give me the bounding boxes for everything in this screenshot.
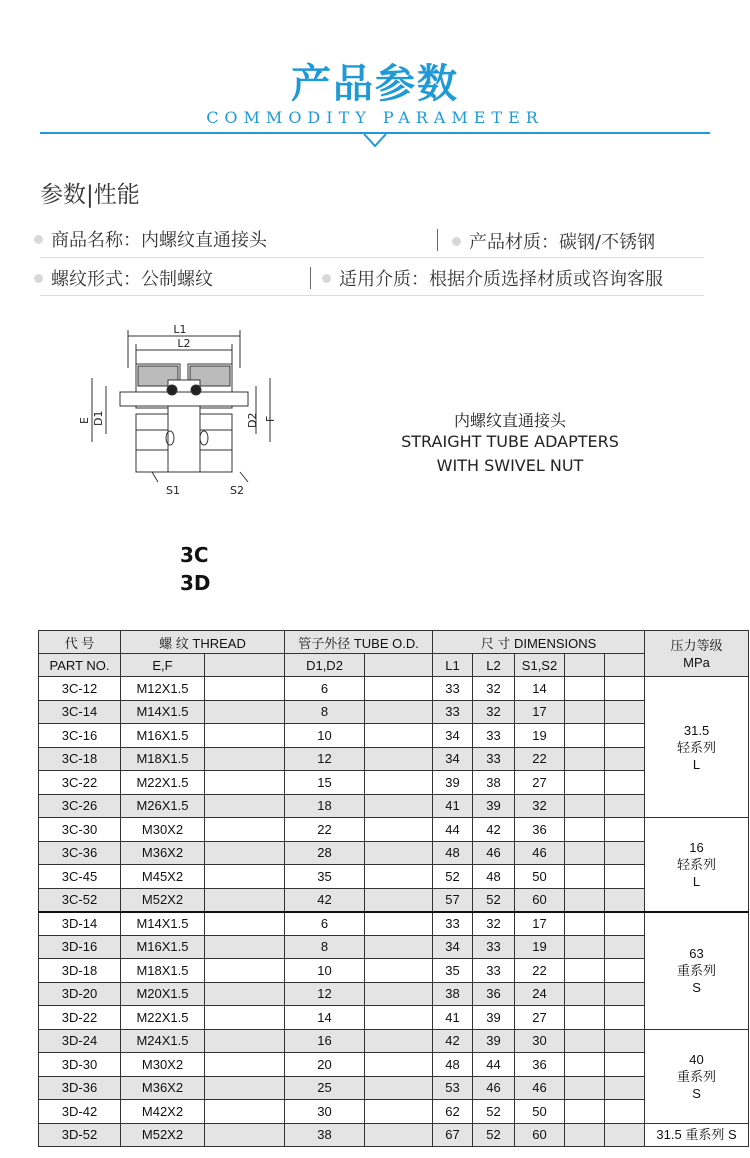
thread-cell: M22X1.5 — [121, 1006, 205, 1030]
l2-cell: 48 — [473, 865, 515, 889]
blank-cell — [605, 818, 645, 842]
pressure-class-cell — [645, 818, 749, 912]
s-cell: 24 — [515, 982, 565, 1006]
blank-cell — [605, 1053, 645, 1077]
blank-cell — [205, 1076, 285, 1100]
l1-cell: 53 — [433, 1076, 473, 1100]
blank-cell — [565, 888, 605, 912]
blank-cell — [565, 982, 605, 1006]
part-number-cell: 3C-45 — [39, 865, 121, 889]
l2-cell: 39 — [473, 1006, 515, 1030]
l2-cell: 39 — [473, 794, 515, 818]
spec-table — [38, 630, 749, 1147]
blank-cell — [605, 1006, 645, 1030]
s-cell: 30 — [515, 1029, 565, 1053]
pressure-value: 31.5 — [683, 722, 710, 738]
l2-cell: 44 — [473, 1053, 515, 1077]
blank-cell — [365, 841, 433, 865]
blank-cell — [565, 771, 605, 795]
part-number-cell: 3C-16 — [39, 724, 121, 748]
l2-cell: 33 — [473, 747, 515, 771]
s-cell: 14 — [515, 677, 565, 701]
blank-cell — [205, 865, 285, 889]
section-title: 参数|性能 — [40, 182, 140, 208]
part-number-cell: 3D-24 — [39, 1029, 121, 1053]
blank-cell — [605, 1100, 645, 1124]
pressure-series: 重系列 — [677, 963, 717, 978]
product-name — [34, 226, 267, 252]
table-row — [39, 1006, 749, 1030]
header-code: 代 号 — [39, 631, 121, 654]
s-cell: 36 — [515, 1053, 565, 1077]
tube-od-cell: 42 — [285, 888, 365, 912]
thread-cell: M18X1.5 — [121, 959, 205, 983]
thread-type — [34, 265, 213, 291]
part-number-cell: 3D-18 — [39, 959, 121, 983]
bullet-icon — [322, 274, 331, 283]
part-number-cell: 3C-36 — [39, 841, 121, 865]
dim-label-l2: L2 — [177, 337, 191, 350]
thread-cell: M26X1.5 — [121, 794, 205, 818]
table-row — [39, 1100, 749, 1124]
tube-od-cell: 14 — [285, 1006, 365, 1030]
blank-cell — [205, 935, 285, 959]
thread-cell: M20X1.5 — [121, 982, 205, 1006]
table-row — [39, 1053, 749, 1077]
blank-cell — [205, 724, 285, 748]
blank-cell — [365, 912, 433, 936]
blank-cell — [565, 865, 605, 889]
tube-od-cell: 38 — [285, 1123, 365, 1147]
part-number-cell: 3C-22 — [39, 771, 121, 795]
s-cell: 17 — [515, 912, 565, 936]
chevron-down-icon — [363, 134, 387, 148]
header-blank — [565, 654, 605, 677]
blank-cell — [205, 912, 285, 936]
l1-cell: 57 — [433, 888, 473, 912]
tube-od-cell: 6 — [285, 912, 365, 936]
blank-cell — [605, 1076, 645, 1100]
blank-cell — [605, 794, 645, 818]
blank-cell — [365, 818, 433, 842]
pressure-value: 40 — [689, 1051, 704, 1067]
header-dimensions: 尺 寸 DIMENSIONS — [433, 631, 645, 654]
blank-cell — [365, 771, 433, 795]
part-number-cell: 3D-16 — [39, 935, 121, 959]
pressure-series: 轻系列 — [677, 739, 717, 755]
blank-cell — [565, 935, 605, 959]
dim-label-d2: D2 — [246, 412, 259, 428]
header-thread: 螺 纹 THREAD — [121, 631, 285, 654]
product-name-value: 内螺纹直通接头 — [141, 230, 267, 251]
table-row — [39, 794, 749, 818]
blank-cell — [205, 771, 285, 795]
table-row — [39, 959, 749, 983]
l1-cell: 42 — [433, 1029, 473, 1053]
tube-od-cell: 10 — [285, 959, 365, 983]
blank-cell — [205, 1100, 285, 1124]
blank-cell — [605, 935, 645, 959]
thread-cell: M52X2 — [121, 1123, 205, 1147]
blank-cell — [205, 1029, 285, 1053]
part-number-cell: 3C-12 — [39, 677, 121, 701]
table-row — [39, 935, 749, 959]
blank-cell — [605, 959, 645, 983]
blank-cell — [565, 1053, 605, 1077]
blank-cell — [205, 818, 285, 842]
blank-cell — [365, 865, 433, 889]
blank-cell — [605, 888, 645, 912]
pressure-code: L — [692, 873, 701, 889]
header-tube: 管子外径 TUBE O.D. — [285, 631, 433, 654]
blank-cell — [565, 1029, 605, 1053]
table-row — [39, 818, 749, 842]
part-number-cell: 3D-42 — [39, 1100, 121, 1124]
blank-cell — [205, 1123, 285, 1147]
l1-cell: 41 — [433, 794, 473, 818]
thread-cell: M22X1.5 — [121, 771, 205, 795]
l2-cell: 52 — [473, 888, 515, 912]
header-pressure — [645, 631, 749, 677]
l1-cell: 44 — [433, 818, 473, 842]
s-cell: 22 — [515, 959, 565, 983]
l1-cell: 48 — [433, 1053, 473, 1077]
product-caption-cn: 内螺纹直通接头 — [453, 411, 566, 430]
pressure-series: 重系列 — [677, 1068, 717, 1084]
dim-label-d1: D1 — [92, 410, 105, 426]
pressure-value: 16 — [689, 839, 704, 855]
blank-cell — [365, 1029, 433, 1053]
thread-cell: M12X1.5 — [121, 677, 205, 701]
blank-cell — [205, 700, 285, 724]
tube-od-cell: 12 — [285, 747, 365, 771]
fitting-technical-drawing — [80, 322, 280, 502]
product-material — [452, 228, 655, 254]
s-cell: 50 — [515, 865, 565, 889]
pressure-class-cell — [645, 677, 749, 818]
pressure-code: L — [692, 756, 701, 772]
blank-cell — [605, 841, 645, 865]
header-blank — [205, 654, 285, 677]
l2-cell: 46 — [473, 1076, 515, 1100]
tube-od-cell: 18 — [285, 794, 365, 818]
s-cell: 22 — [515, 747, 565, 771]
blank-cell — [565, 818, 605, 842]
table-row — [39, 982, 749, 1006]
property-divider — [40, 257, 704, 258]
l1-cell: 41 — [433, 1006, 473, 1030]
blank-cell — [565, 1100, 605, 1124]
blank-cell — [365, 888, 433, 912]
s-cell: 32 — [515, 794, 565, 818]
product-caption-en-1: STRAIGHT TUBE ADAPTERS — [401, 432, 619, 451]
part-number-cell: 3C-30 — [39, 818, 121, 842]
blank-cell — [365, 747, 433, 771]
s-cell: 46 — [515, 1076, 565, 1100]
thread-cell: M45X2 — [121, 865, 205, 889]
header-part-no: PART NO. — [39, 654, 121, 677]
l2-cell: 42 — [473, 818, 515, 842]
part-number-cell: 3D-52 — [39, 1123, 121, 1147]
model-code-3c: 3C — [180, 543, 209, 567]
pressure-class-cell — [645, 1123, 749, 1147]
bullet-icon — [34, 274, 43, 283]
thread-cell: M30X2 — [121, 818, 205, 842]
l1-cell: 35 — [433, 959, 473, 983]
part-number-cell: 3D-36 — [39, 1076, 121, 1100]
applicable-medium — [322, 265, 663, 291]
property-separator — [310, 267, 311, 289]
blank-cell — [565, 677, 605, 701]
l1-cell: 34 — [433, 724, 473, 748]
dim-label-e: E — [78, 417, 91, 424]
blank-cell — [365, 1123, 433, 1147]
s-cell: 19 — [515, 724, 565, 748]
blank-cell — [565, 724, 605, 748]
tube-od-cell: 6 — [285, 677, 365, 701]
tube-od-cell: 25 — [285, 1076, 365, 1100]
blank-cell — [365, 959, 433, 983]
l1-cell: 33 — [433, 912, 473, 936]
blank-cell — [565, 700, 605, 724]
blank-cell — [365, 1100, 433, 1124]
blank-cell — [565, 1076, 605, 1100]
part-number-cell: 3D-30 — [39, 1053, 121, 1077]
pressure-code: S — [692, 980, 701, 995]
blank-cell — [605, 865, 645, 889]
blank-cell — [605, 1029, 645, 1053]
table-row — [39, 865, 749, 889]
pressure-value: 63 — [689, 946, 704, 961]
thread-type-value: 公制螺纹 — [141, 269, 213, 290]
l1-cell: 62 — [433, 1100, 473, 1124]
l1-cell: 38 — [433, 982, 473, 1006]
thread-cell: M16X1.5 — [121, 935, 205, 959]
part-number-cell: 3C-52 — [39, 888, 121, 912]
thread-type-label: 螺纹形式： — [51, 269, 141, 290]
tube-od-cell: 12 — [285, 982, 365, 1006]
s-cell: 60 — [515, 1123, 565, 1147]
pressure-series: 轻系列 — [677, 856, 717, 872]
blank-cell — [565, 1123, 605, 1147]
l2-cell: 38 — [473, 771, 515, 795]
part-number-cell: 3D-20 — [39, 982, 121, 1006]
blank-cell — [365, 1006, 433, 1030]
l2-cell: 46 — [473, 841, 515, 865]
thread-cell: M14X1.5 — [121, 912, 205, 936]
table-row — [39, 1076, 749, 1100]
dim-label-f: F — [264, 415, 277, 422]
table-row — [39, 1029, 749, 1053]
pressure-class-cell — [645, 1029, 749, 1123]
pressure-code: S — [692, 1085, 701, 1101]
blank-cell — [565, 959, 605, 983]
blank-cell — [605, 771, 645, 795]
blank-cell — [605, 747, 645, 771]
blank-cell — [365, 1053, 433, 1077]
s-cell: 50 — [515, 1100, 565, 1124]
product-caption-en-2: WITH SWIVEL NUT — [436, 456, 584, 475]
blank-cell — [605, 982, 645, 1006]
blank-cell — [365, 700, 433, 724]
l2-cell: 33 — [473, 959, 515, 983]
part-number-cell: 3D-14 — [39, 912, 121, 936]
thread-cell: M30X2 — [121, 1053, 205, 1077]
blank-cell — [205, 982, 285, 1006]
table-row — [39, 912, 749, 936]
table-header-row — [39, 631, 749, 654]
blank-cell — [565, 747, 605, 771]
product-name-label: 商品名称： — [51, 230, 141, 251]
l2-cell: 36 — [473, 982, 515, 1006]
l1-cell: 33 — [433, 677, 473, 701]
s-cell: 46 — [515, 841, 565, 865]
dim-label-s2: S2 — [230, 484, 244, 497]
blank-cell — [205, 841, 285, 865]
part-number-cell: 3C-14 — [39, 700, 121, 724]
header-pressure-unit: MPa — [683, 654, 710, 670]
tube-od-cell: 22 — [285, 818, 365, 842]
blank-cell — [565, 841, 605, 865]
dim-label-l1: L1 — [173, 323, 187, 336]
l2-cell: 32 — [473, 677, 515, 701]
s-cell: 60 — [515, 888, 565, 912]
l2-cell: 52 — [473, 1123, 515, 1147]
l1-cell: 34 — [433, 747, 473, 771]
header-pressure-label: 压力等级 — [670, 637, 723, 653]
tube-od-cell: 16 — [285, 1029, 365, 1053]
blank-cell — [605, 700, 645, 724]
page-title: 产品参数 — [291, 61, 459, 107]
l2-cell: 32 — [473, 700, 515, 724]
blank-cell — [365, 724, 433, 748]
header-d: D1,D2 — [285, 654, 365, 677]
tube-od-cell: 8 — [285, 935, 365, 959]
l1-cell: 33 — [433, 700, 473, 724]
product-material-value: 碳钢/不锈钢 — [559, 232, 656, 253]
table-row — [39, 771, 749, 795]
blank-cell — [565, 1006, 605, 1030]
blank-cell — [205, 888, 285, 912]
l2-cell: 52 — [473, 1100, 515, 1124]
table-row — [39, 888, 749, 912]
blank-cell — [365, 982, 433, 1006]
blank-cell — [365, 677, 433, 701]
property-divider — [40, 295, 704, 296]
tube-od-cell: 28 — [285, 841, 365, 865]
dim-label-s1: S1 — [166, 484, 180, 497]
l2-cell: 39 — [473, 1029, 515, 1053]
part-number-cell: 3D-22 — [39, 1006, 121, 1030]
s-cell: 19 — [515, 935, 565, 959]
blank-cell — [605, 724, 645, 748]
blank-cell — [605, 1123, 645, 1147]
part-number-cell: 3C-26 — [39, 794, 121, 818]
s-cell: 27 — [515, 1006, 565, 1030]
blank-cell — [565, 912, 605, 936]
blank-cell — [365, 1076, 433, 1100]
pressure-inline: 31.5 重系列 S — [656, 1127, 737, 1143]
table-row — [39, 700, 749, 724]
property-separator — [437, 229, 438, 251]
tube-od-cell: 30 — [285, 1100, 365, 1124]
header-blank — [365, 654, 433, 677]
thread-cell: M18X1.5 — [121, 747, 205, 771]
s-cell: 27 — [515, 771, 565, 795]
blank-cell — [205, 1006, 285, 1030]
l1-cell: 48 — [433, 841, 473, 865]
blank-cell — [565, 794, 605, 818]
l2-cell: 33 — [473, 935, 515, 959]
l1-cell: 39 — [433, 771, 473, 795]
bullet-icon — [34, 235, 43, 244]
thread-cell: M14X1.5 — [121, 700, 205, 724]
l2-cell: 33 — [473, 724, 515, 748]
tube-od-cell: 35 — [285, 865, 365, 889]
applicable-medium-value: 根据介质选择材质或咨询客服 — [429, 269, 663, 290]
thread-cell: M16X1.5 — [121, 724, 205, 748]
blank-cell — [205, 747, 285, 771]
s-cell: 17 — [515, 700, 565, 724]
s-cell: 36 — [515, 818, 565, 842]
blank-cell — [605, 912, 645, 936]
thread-cell: M24X1.5 — [121, 1029, 205, 1053]
thread-cell: M36X2 — [121, 1076, 205, 1100]
tube-od-cell: 10 — [285, 724, 365, 748]
table-row — [39, 724, 749, 748]
header-ef: E,F — [121, 654, 205, 677]
table-row — [39, 1123, 749, 1147]
blank-cell — [205, 794, 285, 818]
l1-cell: 34 — [433, 935, 473, 959]
blank-cell — [205, 1053, 285, 1077]
blank-cell — [365, 935, 433, 959]
product-material-label: 产品材质： — [469, 232, 559, 253]
applicable-medium-label: 适用介质： — [339, 269, 429, 290]
table-row — [39, 747, 749, 771]
part-number-cell: 3C-18 — [39, 747, 121, 771]
header-blank — [605, 654, 645, 677]
blank-cell — [205, 959, 285, 983]
model-code-3d: 3D — [180, 571, 211, 595]
l1-cell: 52 — [433, 865, 473, 889]
thread-cell: M36X2 — [121, 841, 205, 865]
table-row — [39, 841, 749, 865]
header-l1: L1 — [433, 654, 473, 677]
blank-cell — [205, 677, 285, 701]
tube-od-cell: 20 — [285, 1053, 365, 1077]
bullet-icon — [452, 237, 461, 246]
thread-cell: M42X2 — [121, 1100, 205, 1124]
tube-od-cell: 15 — [285, 771, 365, 795]
blank-cell — [605, 677, 645, 701]
header-s: S1,S2 — [515, 654, 565, 677]
table-row — [39, 677, 749, 701]
thread-cell: M52X2 — [121, 888, 205, 912]
page-subtitle: COMMODITY PARAMETER — [206, 108, 544, 127]
table-subheader-row — [39, 654, 749, 677]
pressure-class-cell — [645, 912, 749, 1030]
l1-cell: 67 — [433, 1123, 473, 1147]
header-l2: L2 — [473, 654, 515, 677]
tube-od-cell: 8 — [285, 700, 365, 724]
l2-cell: 32 — [473, 912, 515, 936]
blank-cell — [365, 794, 433, 818]
